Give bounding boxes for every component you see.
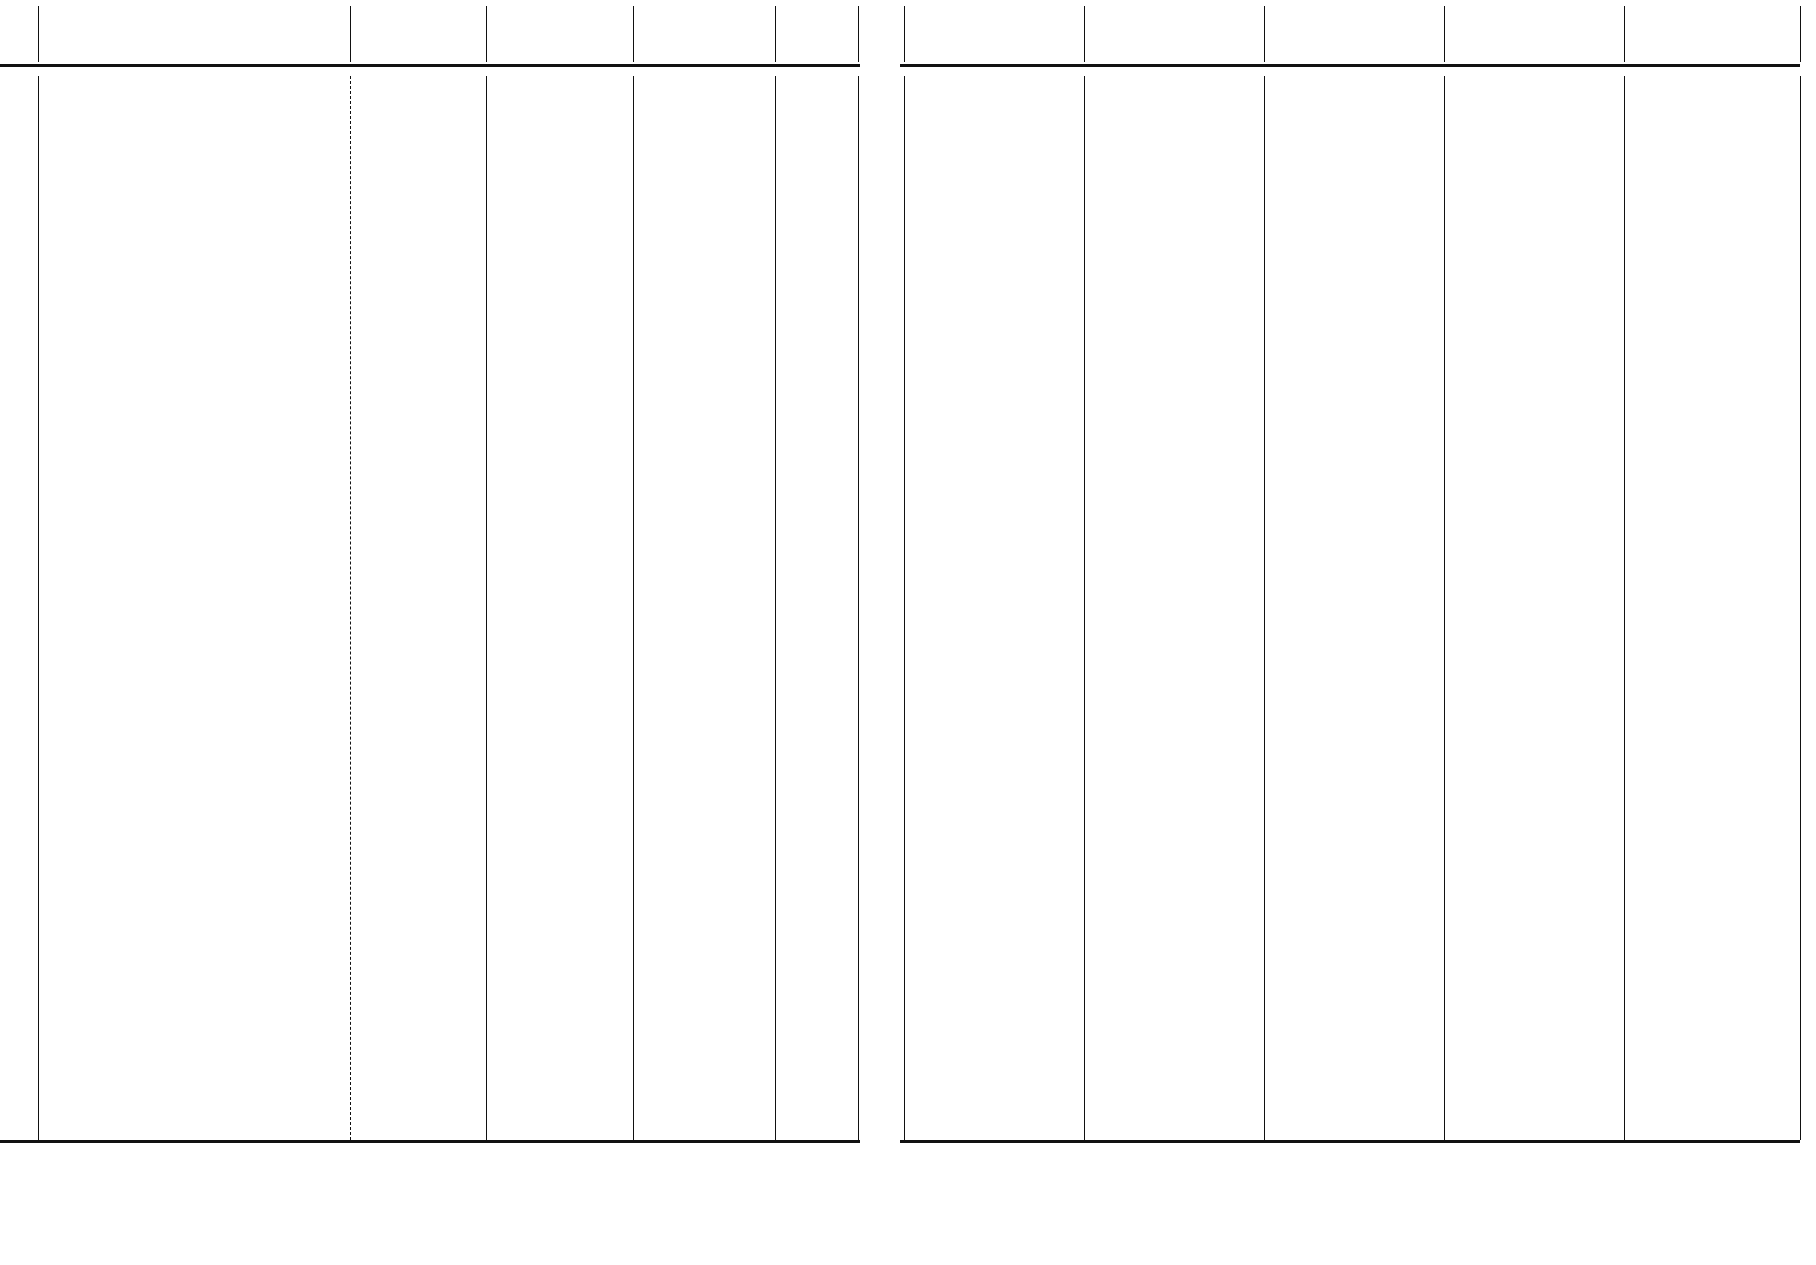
column-divider bbox=[1444, 6, 1445, 62]
header-rule bbox=[900, 64, 1800, 67]
header-rule bbox=[0, 64, 860, 67]
column-divider bbox=[486, 6, 487, 62]
column-divider bbox=[1800, 6, 1801, 62]
column-divider bbox=[350, 76, 351, 1140]
column-divider bbox=[904, 6, 905, 62]
column-divider bbox=[1264, 6, 1265, 62]
column-divider bbox=[904, 76, 905, 1140]
column-divider bbox=[1624, 6, 1625, 62]
column-divider bbox=[858, 6, 859, 62]
column-divider bbox=[1624, 76, 1625, 1140]
footer-left bbox=[248, 1163, 286, 1265]
results-page-left bbox=[0, 0, 880, 1220]
footer-rule bbox=[900, 1140, 1800, 1143]
column-divider bbox=[486, 76, 487, 1140]
column-divider bbox=[858, 76, 859, 1140]
column-divider bbox=[350, 6, 351, 62]
column-divider bbox=[775, 76, 776, 1140]
column-divider bbox=[1084, 6, 1085, 62]
footer-right bbox=[1186, 1163, 1224, 1265]
column-divider bbox=[1084, 76, 1085, 1140]
column-divider bbox=[633, 6, 634, 62]
footer-rule bbox=[0, 1140, 860, 1143]
column-divider bbox=[633, 76, 634, 1140]
column-divider bbox=[775, 6, 776, 62]
column-divider bbox=[1800, 76, 1801, 1140]
column-divider bbox=[38, 76, 39, 1140]
column-divider bbox=[38, 6, 39, 62]
column-divider bbox=[1444, 76, 1445, 1140]
results-page-right bbox=[900, 0, 1816, 1220]
column-divider bbox=[1264, 76, 1265, 1140]
